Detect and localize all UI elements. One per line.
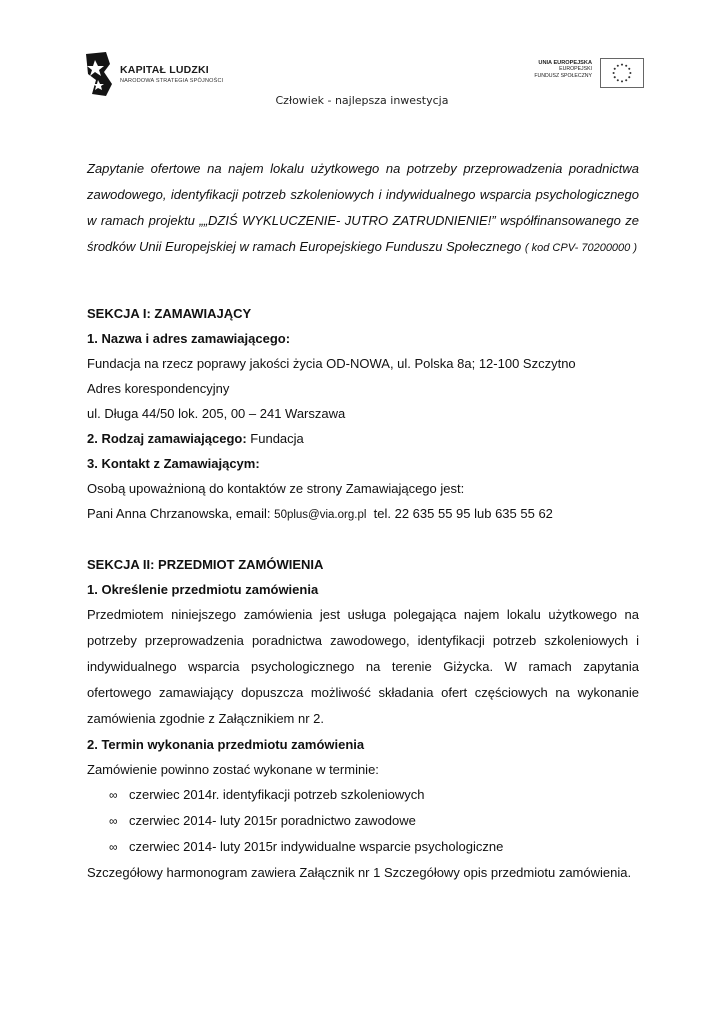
eu-flag-star-icon xyxy=(625,79,627,81)
eu-flag-star-icon xyxy=(629,72,631,74)
list-item xyxy=(109,834,639,860)
eu-flag-background xyxy=(601,59,642,87)
list-item-text: czerwiec 2014- luty 2015r poradnictwo zawodowe xyxy=(129,813,416,828)
correspondence-address: ul. Długa 44/50 lok. 205, 00 – 241 Warszawa xyxy=(87,406,346,421)
section-2 xyxy=(87,552,639,885)
contact-row xyxy=(87,501,639,528)
eu-flag-star-icon xyxy=(628,68,630,70)
orderer-address: Fundacja na rzecz poprawy jakości życia OD-NOWA, ul. Polska 8a; 12-100 Szczytno xyxy=(87,356,576,371)
eu-flag-icon xyxy=(600,58,644,88)
section-2-heading-1: 1. Określenie przedmiotu zamówienia xyxy=(87,582,319,597)
kapital-ludzki-emblem-icon xyxy=(84,50,114,98)
document-body xyxy=(87,156,639,885)
eu-line-3: FUNDUSZ SPOŁECZNY xyxy=(534,72,592,79)
intro-text: Zapytanie ofertowe na najem lokalu użytkowego na potrzeby przeprowadzenia poradnictwa zawodowego, identyfikacji potrzeb szkoleniowych i indywidualnego wsparcia psychologicznego w ramach projektu „„DZIŚ WYKLUCZENIE- JUTRO ZATRUDNIENIE!” współfinansowanego ze środków Unii Europejskiej w ramach Europejskiego Funduszu Społecznego xyxy=(87,161,639,254)
eu-flag-star-icon xyxy=(613,72,615,74)
orderer-type: Fundacja xyxy=(250,431,304,446)
eu-flag-star-icon xyxy=(614,68,616,70)
schedule-note: Szczegółowy harmonogram zawiera Załącznik nr 1 Szczegółowy opis przedmiotu zamówienia. xyxy=(87,865,632,880)
eu-flag-star-icon xyxy=(617,65,619,67)
infinity-bullet-icon: ∞ xyxy=(109,788,118,802)
orderer-type-row xyxy=(87,426,639,451)
contact-name: Pani Anna Chrzanowska, email: xyxy=(87,506,271,521)
kapital-ludzki-logo xyxy=(84,50,234,100)
infinity-bullet-icon: ∞ xyxy=(109,840,118,854)
contact-intro: Osobą upoważnioną do kontaktów ze strony Zamawiającego jest: xyxy=(87,481,465,496)
intro-paragraph xyxy=(87,156,639,261)
kl-name: KAPITAŁ LUDZKI xyxy=(120,64,209,76)
section-1-heading-2: 2. Rodzaj zamawiającego: xyxy=(87,431,247,446)
eu-line-1: UNIA EUROPEJSKA xyxy=(538,60,592,66)
eu-flag-star-icon xyxy=(617,79,619,81)
tagline: Człowiek - najlepsza inwestycja xyxy=(275,94,449,107)
eu-text xyxy=(534,60,592,79)
section-1-heading-3: 3. Kontakt z Zamawiającym: xyxy=(87,456,260,471)
list-item-text: czerwiec 2014r. identyfikacji potrzeb szkoleniowych xyxy=(129,787,425,802)
subject-description: Przedmiotem niniejszego zamówienia jest usługa polegająca najem lokalu użytkowego na potrzeby przeprowadzenia poradnictwa zawodowego, identyfikacji potrzeb szkoleniowych i indywidualnego wsparcia psychologicznego na terenie Giżycka. W ramach zapytania ofertowego zamawiający dopuszcza możliwość składania ofert częściowych na wykonanie zamówienia zgodnie z Załącznikiem nr 2. xyxy=(87,607,639,726)
eu-flag-star-icon xyxy=(621,64,623,66)
page-header xyxy=(0,0,724,120)
correspondence-label: Adres korespondencyjny xyxy=(87,381,230,396)
eu-logo xyxy=(528,58,644,90)
eu-flag-star-icon xyxy=(621,80,623,82)
contact-phone: tel. 22 635 55 95 lub 635 55 62 xyxy=(373,506,553,521)
eu-flag-star-icon xyxy=(614,76,616,78)
term-list xyxy=(87,782,639,860)
term-intro: Zamówienie powinno zostać wykonane w terminie: xyxy=(87,762,379,777)
section-1-heading-1: 1. Nazwa i adres zamawiającego: xyxy=(87,331,291,346)
section-1-title: SEKCJA I: ZAMAWIAJĄCY xyxy=(87,306,252,321)
section-2-title: SEKCJA II: PRZEDMIOT ZAMÓWIENIA xyxy=(87,557,324,572)
list-item xyxy=(109,782,639,808)
list-item-text: czerwiec 2014- luty 2015r indywidualne wsparcie psychologiczne xyxy=(129,839,504,854)
eu-flag-star-icon xyxy=(625,65,627,67)
eu-line-2: EUROPEJSKI xyxy=(559,66,592,73)
eu-flag-star-icon xyxy=(628,76,630,78)
section-2-heading-2: 2. Termin wykonania przedmiotu zamówienia xyxy=(87,737,365,752)
contact-email: 50plus@via.org.pl xyxy=(274,509,367,521)
cpv-code: ( kod CPV- 70200000 ) xyxy=(524,242,638,254)
section-1 xyxy=(87,301,639,528)
kl-subtitle: NARODOWA STRATEGIA SPÓJNOŚCI xyxy=(120,78,224,84)
infinity-bullet-icon: ∞ xyxy=(109,814,118,828)
list-item xyxy=(109,808,639,834)
